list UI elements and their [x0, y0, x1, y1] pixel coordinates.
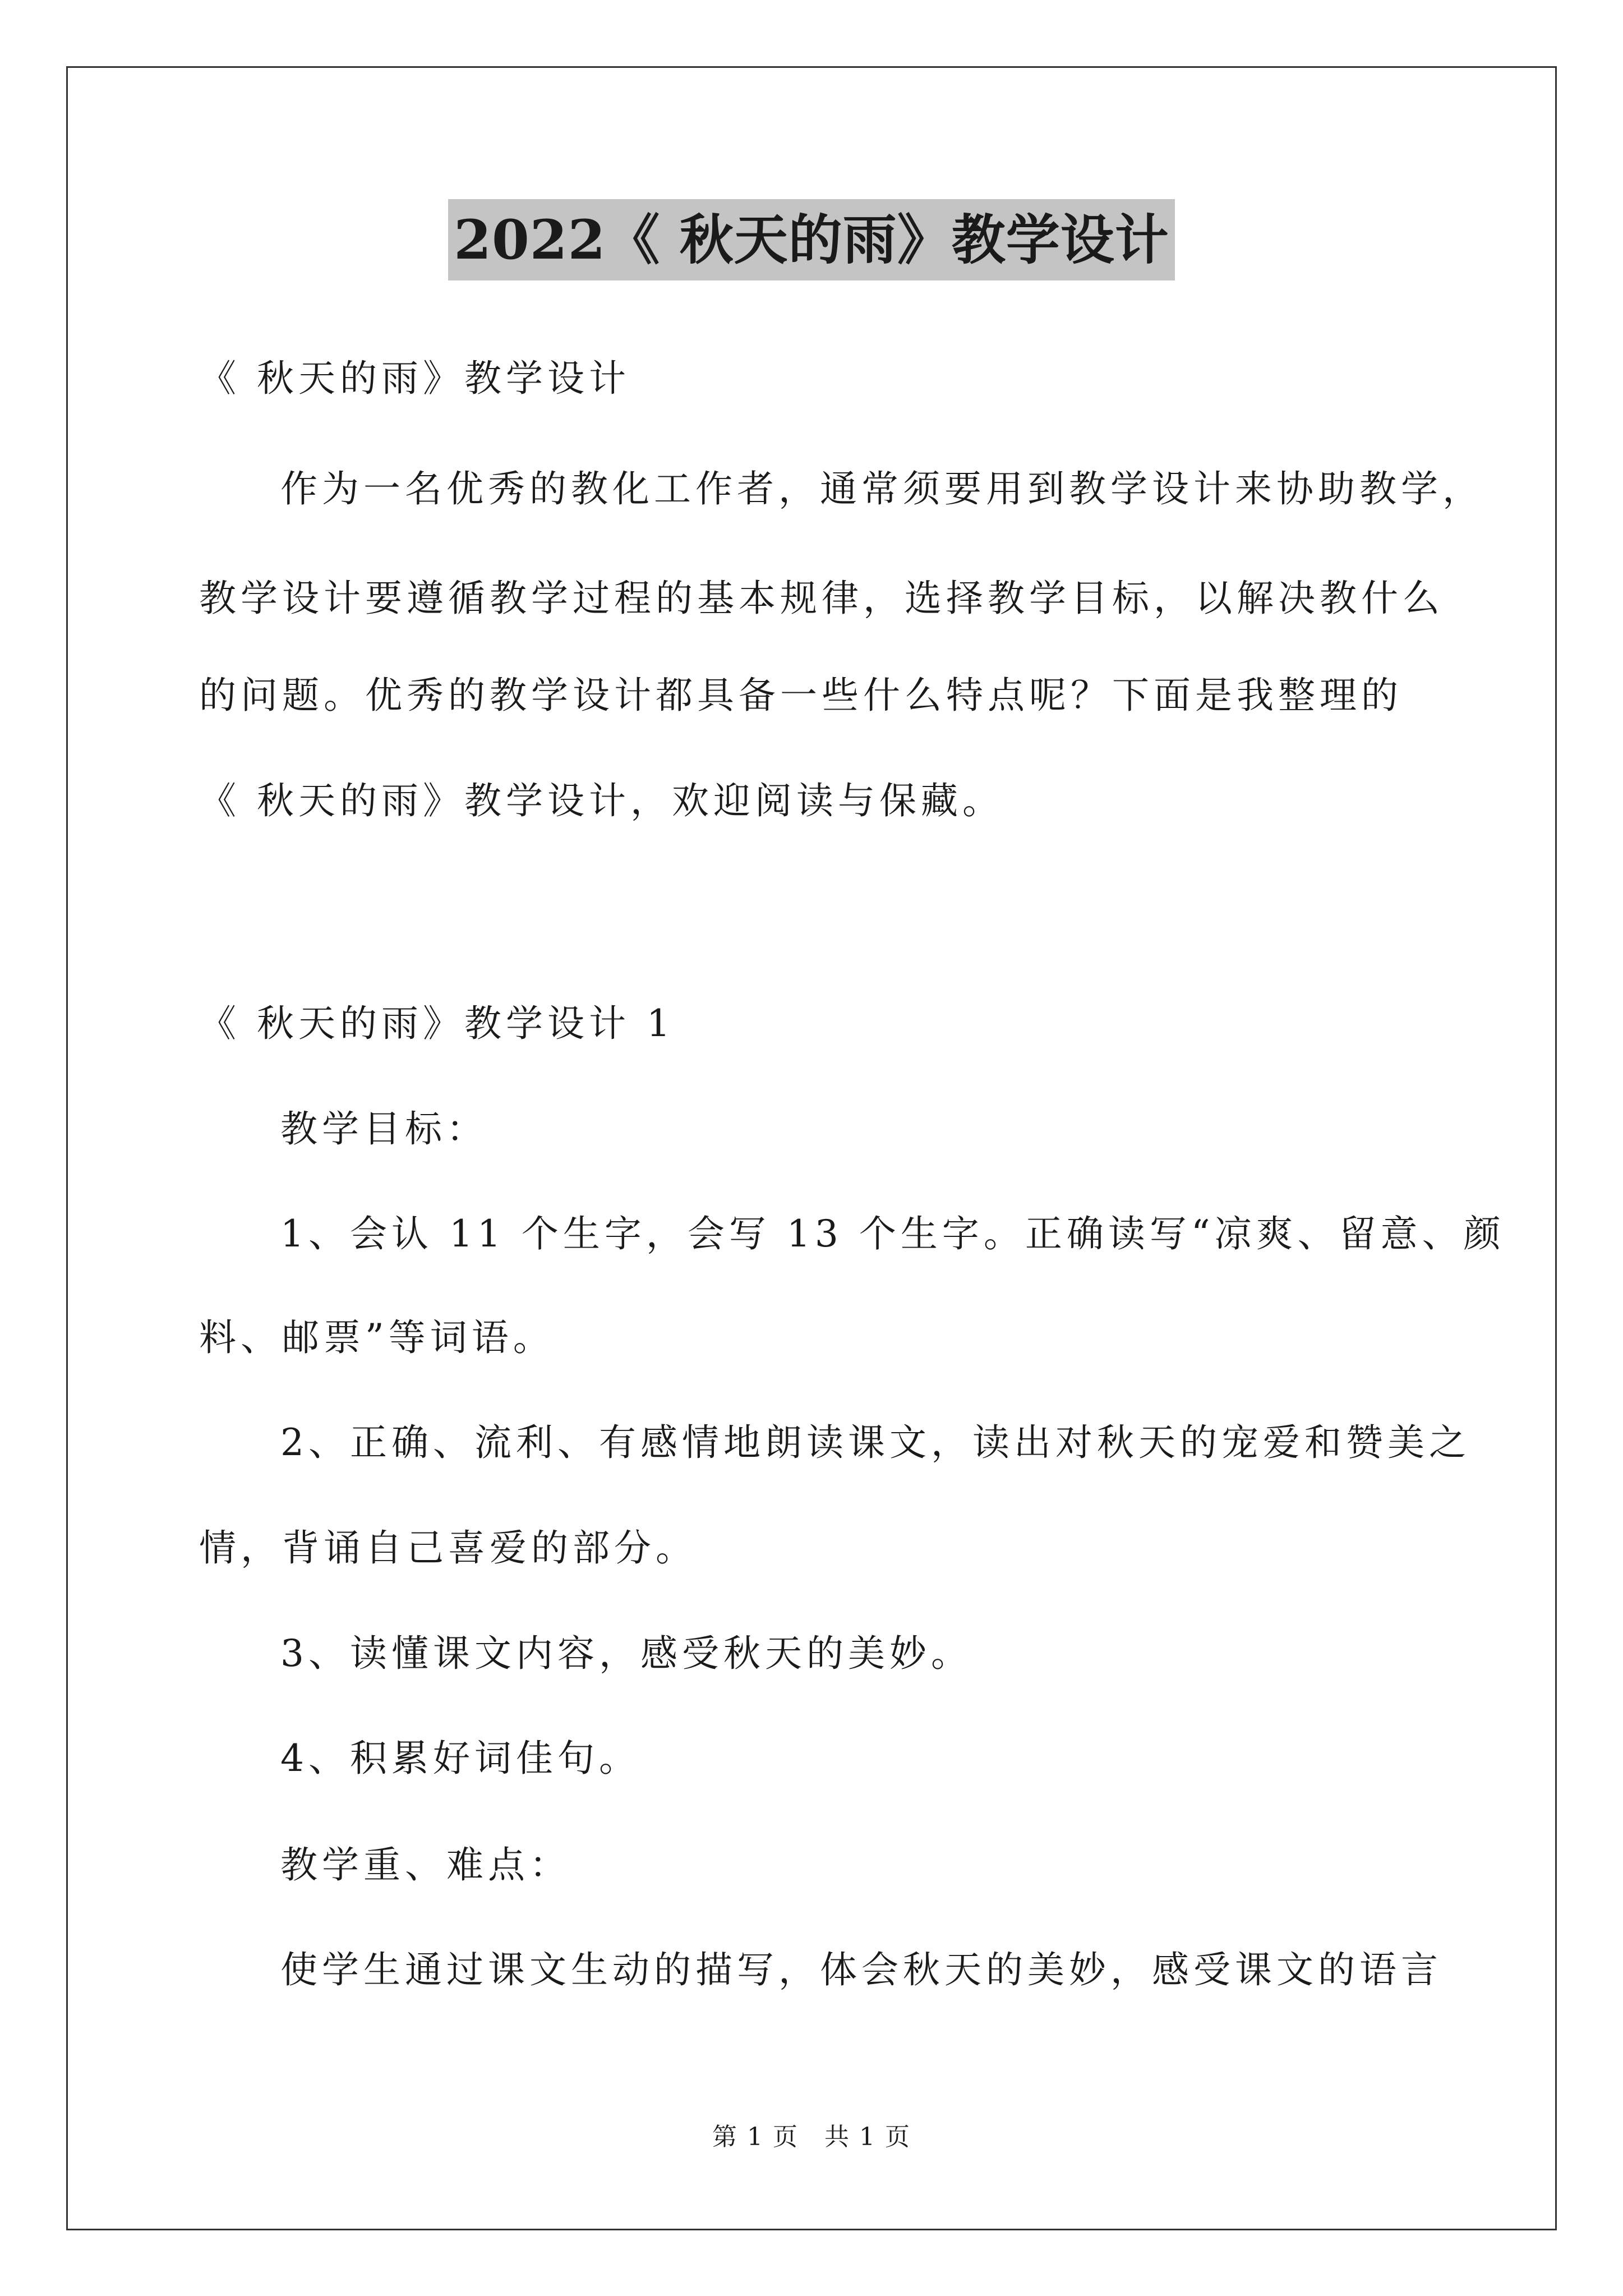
goal-1-line-2: 料、邮票”等词语。 — [199, 1316, 555, 1359]
document-title-text: 2022《 秋天的雨》教学设计 — [448, 199, 1175, 280]
document-title — [0, 199, 1623, 280]
page-footer: 第 1 页 共 1 页 — [712, 2123, 911, 2151]
key-points-line-1: 使学生通过课文生动的描写，体会秋天的美妙，感受课文的语言 — [280, 1948, 1442, 1991]
intro-line-1: 作为一名优秀的教化工作者，通常须要用到教学设计来协助教学， — [280, 467, 1484, 510]
intro-line-3: 的问题。优秀的教学设计都具备一些什么特点呢？下面是我整理的 — [199, 674, 1403, 717]
goal-2-line-2: 情，背诵自己喜爱的部分。 — [199, 1526, 697, 1570]
section-heading: 《 秋天的雨》教学设计 1 — [199, 1002, 675, 1045]
intro-line-4: 《 秋天的雨》教学设计，欢迎阅读与保藏。 — [199, 779, 1004, 822]
goals-label: 教学目标： — [280, 1107, 488, 1151]
goal-2-line-1: 2、正确、流利、有感情地朗读课文，读出对秋天的宠爱和赞美之 — [280, 1421, 1470, 1464]
key-points-label: 教学重、难点： — [280, 1843, 571, 1887]
goal-4: 4、积累好词佳句。 — [280, 1737, 640, 1780]
subtitle: 《 秋天的雨》教学设计 — [199, 357, 630, 400]
intro-line-2: 教学设计要遵循教学过程的基本规律，选择教学目标，以解决教什么 — [199, 577, 1444, 620]
goal-3: 3、读懂课文内容，感受秋天的美妙。 — [280, 1632, 972, 1675]
goal-1-line-1: 1、会认 11 个生字，会写 13 个生字。正确读写“凉爽、留意、颜 — [280, 1212, 1505, 1255]
